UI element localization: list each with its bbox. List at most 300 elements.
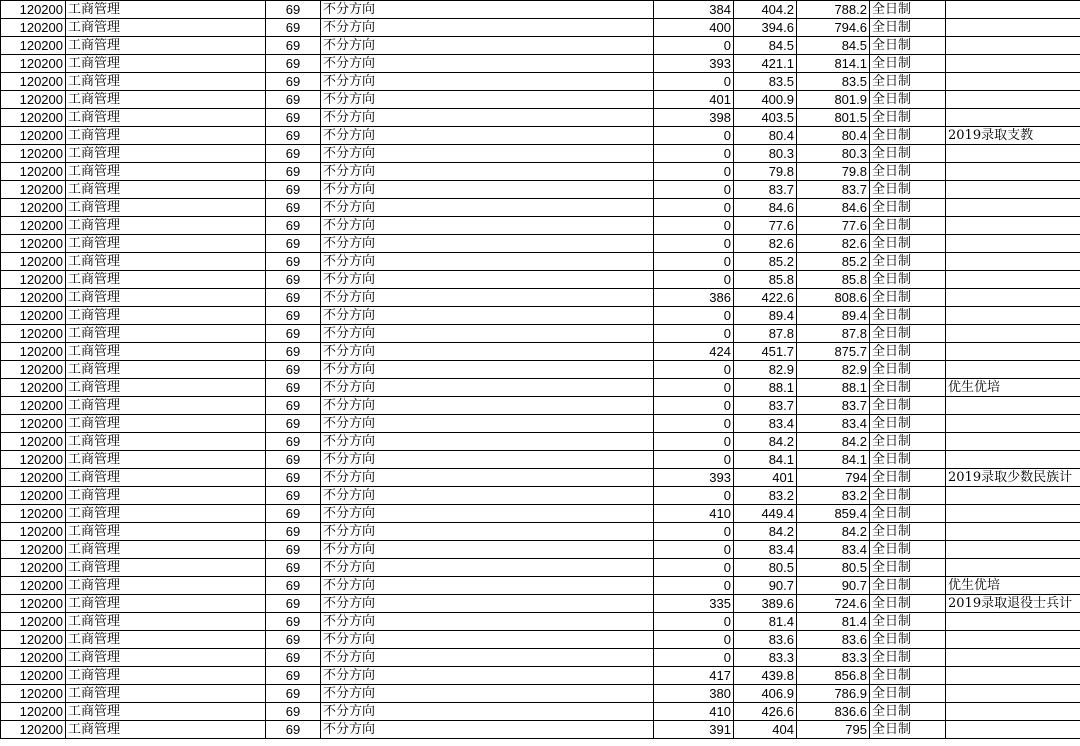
prelim-score-cell: 386	[654, 289, 734, 307]
major-cell: 工商管理	[66, 199, 266, 217]
code-cell: 120200	[1, 613, 66, 631]
major-cell: 工商管理	[66, 703, 266, 721]
study-mode-cell: 全日制	[870, 595, 946, 613]
plan-number-cell: 69	[266, 325, 321, 343]
major-cell: 工商管理	[66, 271, 266, 289]
retest-score-cell: 451.7	[734, 343, 797, 361]
direction-cell: 不分方向	[321, 289, 654, 307]
plan-number-cell: 69	[266, 289, 321, 307]
table-row	[1, 523, 1080, 541]
major-cell: 工商管理	[66, 163, 266, 181]
table-row	[1, 433, 1080, 451]
code-cell: 120200	[1, 433, 66, 451]
study-mode-cell: 全日制	[870, 253, 946, 271]
note-cell	[946, 199, 1080, 217]
retest-score-cell: 85.8	[734, 271, 797, 289]
note-cell	[946, 1, 1080, 19]
study-mode-cell: 全日制	[870, 361, 946, 379]
total-score-cell: 80.5	[797, 559, 870, 577]
table-row	[1, 217, 1080, 235]
prelim-score-cell: 0	[654, 271, 734, 289]
major-cell: 工商管理	[66, 217, 266, 235]
prelim-score-cell: 0	[654, 37, 734, 55]
direction-cell: 不分方向	[321, 1, 654, 19]
note-cell	[946, 181, 1080, 199]
retest-score-cell: 389.6	[734, 595, 797, 613]
total-score-cell: 875.7	[797, 343, 870, 361]
study-mode-cell: 全日制	[870, 37, 946, 55]
plan-number-cell: 69	[266, 55, 321, 73]
retest-score-cell: 85.2	[734, 253, 797, 271]
note-cell	[946, 703, 1080, 721]
direction-cell: 不分方向	[321, 487, 654, 505]
plan-number-cell: 69	[266, 235, 321, 253]
total-score-cell: 83.4	[797, 415, 870, 433]
retest-score-cell: 77.6	[734, 217, 797, 235]
prelim-score-cell: 0	[654, 361, 734, 379]
code-cell: 120200	[1, 73, 66, 91]
code-cell: 120200	[1, 325, 66, 343]
code-cell: 120200	[1, 343, 66, 361]
direction-cell: 不分方向	[321, 397, 654, 415]
prelim-score-cell: 0	[654, 253, 734, 271]
retest-score-cell: 403.5	[734, 109, 797, 127]
major-cell: 工商管理	[66, 235, 266, 253]
code-cell: 120200	[1, 127, 66, 145]
major-cell: 工商管理	[66, 649, 266, 667]
plan-number-cell: 69	[266, 541, 321, 559]
note-cell	[946, 505, 1080, 523]
note-cell	[946, 613, 1080, 631]
total-score-cell: 90.7	[797, 577, 870, 595]
plan-number-cell: 69	[266, 559, 321, 577]
study-mode-cell: 全日制	[870, 397, 946, 415]
total-score-cell: 794	[797, 469, 870, 487]
prelim-score-cell: 0	[654, 325, 734, 343]
total-score-cell: 84.6	[797, 199, 870, 217]
code-cell: 120200	[1, 1, 66, 19]
prelim-score-cell: 424	[654, 343, 734, 361]
plan-number-cell: 69	[266, 469, 321, 487]
study-mode-cell: 全日制	[870, 505, 946, 523]
table-row	[1, 253, 1080, 271]
study-mode-cell: 全日制	[870, 235, 946, 253]
retest-score-cell: 88.1	[734, 379, 797, 397]
direction-cell: 不分方向	[321, 235, 654, 253]
table-row	[1, 307, 1080, 325]
note-cell	[946, 271, 1080, 289]
note-cell: 优生优培	[946, 577, 1080, 595]
code-cell: 120200	[1, 199, 66, 217]
plan-number-cell: 69	[266, 433, 321, 451]
total-score-cell: 84.2	[797, 523, 870, 541]
code-cell: 120200	[1, 469, 66, 487]
plan-number-cell: 69	[266, 667, 321, 685]
study-mode-cell: 全日制	[870, 433, 946, 451]
study-mode-cell: 全日制	[870, 73, 946, 91]
code-cell: 120200	[1, 559, 66, 577]
prelim-score-cell: 0	[654, 307, 734, 325]
table-row	[1, 559, 1080, 577]
retest-score-cell: 80.3	[734, 145, 797, 163]
plan-number-cell: 69	[266, 217, 321, 235]
note-cell	[946, 163, 1080, 181]
note-cell	[946, 559, 1080, 577]
total-score-cell: 814.1	[797, 55, 870, 73]
total-score-cell: 788.2	[797, 1, 870, 19]
retest-score-cell: 426.6	[734, 703, 797, 721]
retest-score-cell: 83.5	[734, 73, 797, 91]
prelim-score-cell: 398	[654, 109, 734, 127]
study-mode-cell: 全日制	[870, 487, 946, 505]
total-score-cell: 84.2	[797, 433, 870, 451]
major-cell: 工商管理	[66, 325, 266, 343]
prelim-score-cell: 0	[654, 73, 734, 91]
direction-cell: 不分方向	[321, 379, 654, 397]
code-cell: 120200	[1, 361, 66, 379]
code-cell: 120200	[1, 19, 66, 37]
retest-score-cell: 87.8	[734, 325, 797, 343]
plan-number-cell: 69	[266, 523, 321, 541]
table-row	[1, 631, 1080, 649]
code-cell: 120200	[1, 181, 66, 199]
total-score-cell: 856.8	[797, 667, 870, 685]
direction-cell: 不分方向	[321, 451, 654, 469]
code-cell: 120200	[1, 505, 66, 523]
direction-cell: 不分方向	[321, 325, 654, 343]
note-cell	[946, 73, 1080, 91]
table-row	[1, 289, 1080, 307]
retest-score-cell: 84.2	[734, 433, 797, 451]
retest-score-cell: 84.2	[734, 523, 797, 541]
prelim-score-cell: 380	[654, 685, 734, 703]
plan-number-cell: 69	[266, 73, 321, 91]
retest-score-cell: 439.8	[734, 667, 797, 685]
major-cell: 工商管理	[66, 667, 266, 685]
study-mode-cell: 全日制	[870, 55, 946, 73]
direction-cell: 不分方向	[321, 91, 654, 109]
major-cell: 工商管理	[66, 523, 266, 541]
note-cell	[946, 667, 1080, 685]
major-cell: 工商管理	[66, 505, 266, 523]
major-cell: 工商管理	[66, 55, 266, 73]
major-cell: 工商管理	[66, 613, 266, 631]
retest-score-cell: 83.7	[734, 397, 797, 415]
plan-number-cell: 69	[266, 199, 321, 217]
prelim-score-cell: 0	[654, 541, 734, 559]
major-cell: 工商管理	[66, 631, 266, 649]
prelim-score-cell: 0	[654, 379, 734, 397]
code-cell: 120200	[1, 37, 66, 55]
direction-cell: 不分方向	[321, 271, 654, 289]
code-cell: 120200	[1, 55, 66, 73]
retest-score-cell: 406.9	[734, 685, 797, 703]
code-cell: 120200	[1, 541, 66, 559]
prelim-score-cell: 0	[654, 235, 734, 253]
note-cell	[946, 145, 1080, 163]
major-cell: 工商管理	[66, 145, 266, 163]
retest-score-cell: 84.1	[734, 451, 797, 469]
total-score-cell: 87.8	[797, 325, 870, 343]
table-row	[1, 613, 1080, 631]
study-mode-cell: 全日制	[870, 307, 946, 325]
study-mode-cell: 全日制	[870, 19, 946, 37]
note-cell	[946, 361, 1080, 379]
retest-score-cell: 422.6	[734, 289, 797, 307]
study-mode-cell: 全日制	[870, 667, 946, 685]
prelim-score-cell: 391	[654, 721, 734, 739]
note-cell	[946, 235, 1080, 253]
study-mode-cell: 全日制	[870, 451, 946, 469]
note-cell	[946, 451, 1080, 469]
study-mode-cell: 全日制	[870, 343, 946, 361]
direction-cell: 不分方向	[321, 217, 654, 235]
major-cell: 工商管理	[66, 307, 266, 325]
study-mode-cell: 全日制	[870, 325, 946, 343]
direction-cell: 不分方向	[321, 667, 654, 685]
plan-number-cell: 69	[266, 451, 321, 469]
retest-score-cell: 404	[734, 721, 797, 739]
total-score-cell: 83.4	[797, 541, 870, 559]
major-cell: 工商管理	[66, 379, 266, 397]
retest-score-cell: 83.4	[734, 541, 797, 559]
plan-number-cell: 69	[266, 613, 321, 631]
total-score-cell: 859.4	[797, 505, 870, 523]
plan-number-cell: 69	[266, 577, 321, 595]
major-cell: 工商管理	[66, 685, 266, 703]
prelim-score-cell: 0	[654, 649, 734, 667]
major-cell: 工商管理	[66, 541, 266, 559]
prelim-score-cell: 0	[654, 145, 734, 163]
major-cell: 工商管理	[66, 37, 266, 55]
note-cell	[946, 37, 1080, 55]
prelim-score-cell: 0	[654, 613, 734, 631]
table-row	[1, 469, 1080, 487]
code-cell: 120200	[1, 379, 66, 397]
major-cell: 工商管理	[66, 1, 266, 19]
table-row	[1, 73, 1080, 91]
direction-cell: 不分方向	[321, 577, 654, 595]
table-row	[1, 595, 1080, 613]
table-row	[1, 667, 1080, 685]
study-mode-cell: 全日制	[870, 271, 946, 289]
retest-score-cell: 84.6	[734, 199, 797, 217]
total-score-cell: 786.9	[797, 685, 870, 703]
table-row	[1, 199, 1080, 217]
plan-number-cell: 69	[266, 1, 321, 19]
retest-score-cell: 89.4	[734, 307, 797, 325]
plan-number-cell: 69	[266, 361, 321, 379]
plan-number-cell: 69	[266, 127, 321, 145]
note-cell	[946, 307, 1080, 325]
total-score-cell: 724.6	[797, 595, 870, 613]
retest-score-cell: 82.9	[734, 361, 797, 379]
note-cell	[946, 523, 1080, 541]
major-cell: 工商管理	[66, 109, 266, 127]
table-row	[1, 685, 1080, 703]
major-cell: 工商管理	[66, 469, 266, 487]
major-cell: 工商管理	[66, 595, 266, 613]
prelim-score-cell: 400	[654, 19, 734, 37]
retest-score-cell: 83.7	[734, 181, 797, 199]
code-cell: 120200	[1, 271, 66, 289]
direction-cell: 不分方向	[321, 631, 654, 649]
table-row	[1, 109, 1080, 127]
plan-number-cell: 69	[266, 703, 321, 721]
code-cell: 120200	[1, 649, 66, 667]
plan-number-cell: 69	[266, 271, 321, 289]
retest-score-cell: 83.2	[734, 487, 797, 505]
table-row	[1, 703, 1080, 721]
prelim-score-cell: 0	[654, 397, 734, 415]
plan-number-cell: 69	[266, 37, 321, 55]
prelim-score-cell: 0	[654, 181, 734, 199]
prelim-score-cell: 410	[654, 505, 734, 523]
code-cell: 120200	[1, 523, 66, 541]
table-row	[1, 649, 1080, 667]
prelim-score-cell: 0	[654, 631, 734, 649]
note-cell: 2019录取支教	[946, 127, 1080, 145]
total-score-cell: 80.3	[797, 145, 870, 163]
direction-cell: 不分方向	[321, 127, 654, 145]
major-cell: 工商管理	[66, 451, 266, 469]
total-score-cell: 808.6	[797, 289, 870, 307]
note-cell	[946, 721, 1080, 739]
table-body	[1, 1, 1080, 739]
note-cell: 2019录取退役士兵计	[946, 595, 1080, 613]
retest-score-cell: 80.5	[734, 559, 797, 577]
table-row	[1, 127, 1080, 145]
prelim-score-cell: 0	[654, 199, 734, 217]
study-mode-cell: 全日制	[870, 415, 946, 433]
plan-number-cell: 69	[266, 721, 321, 739]
code-cell: 120200	[1, 235, 66, 253]
table-row	[1, 163, 1080, 181]
retest-score-cell: 421.1	[734, 55, 797, 73]
table-row	[1, 451, 1080, 469]
major-cell: 工商管理	[66, 181, 266, 199]
code-cell: 120200	[1, 577, 66, 595]
direction-cell: 不分方向	[321, 181, 654, 199]
total-score-cell: 82.6	[797, 235, 870, 253]
direction-cell: 不分方向	[321, 685, 654, 703]
plan-number-cell: 69	[266, 685, 321, 703]
retest-score-cell: 83.3	[734, 649, 797, 667]
total-score-cell: 85.2	[797, 253, 870, 271]
prelim-score-cell: 0	[654, 127, 734, 145]
plan-number-cell: 69	[266, 145, 321, 163]
code-cell: 120200	[1, 631, 66, 649]
major-cell: 工商管理	[66, 343, 266, 361]
retest-score-cell: 401	[734, 469, 797, 487]
retest-score-cell: 79.8	[734, 163, 797, 181]
plan-number-cell: 69	[266, 397, 321, 415]
total-score-cell: 84.1	[797, 451, 870, 469]
retest-score-cell: 90.7	[734, 577, 797, 595]
major-cell: 工商管理	[66, 253, 266, 271]
plan-number-cell: 69	[266, 109, 321, 127]
total-score-cell: 77.6	[797, 217, 870, 235]
total-score-cell: 85.8	[797, 271, 870, 289]
table-row	[1, 181, 1080, 199]
retest-score-cell: 404.2	[734, 1, 797, 19]
table-row	[1, 55, 1080, 73]
study-mode-cell: 全日制	[870, 685, 946, 703]
study-mode-cell: 全日制	[870, 631, 946, 649]
prelim-score-cell: 0	[654, 163, 734, 181]
total-score-cell: 801.5	[797, 109, 870, 127]
table-row	[1, 1, 1080, 19]
code-cell: 120200	[1, 145, 66, 163]
prelim-score-cell: 0	[654, 415, 734, 433]
table-row	[1, 343, 1080, 361]
prelim-score-cell: 417	[654, 667, 734, 685]
total-score-cell: 801.9	[797, 91, 870, 109]
study-mode-cell: 全日制	[870, 649, 946, 667]
study-mode-cell: 全日制	[870, 703, 946, 721]
retest-score-cell: 449.4	[734, 505, 797, 523]
study-mode-cell: 全日制	[870, 109, 946, 127]
total-score-cell: 79.8	[797, 163, 870, 181]
study-mode-cell: 全日制	[870, 379, 946, 397]
code-cell: 120200	[1, 595, 66, 613]
total-score-cell: 795	[797, 721, 870, 739]
total-score-cell: 794.6	[797, 19, 870, 37]
prelim-score-cell: 393	[654, 469, 734, 487]
note-cell	[946, 631, 1080, 649]
major-cell: 工商管理	[66, 577, 266, 595]
direction-cell: 不分方向	[321, 73, 654, 91]
plan-number-cell: 69	[266, 307, 321, 325]
direction-cell: 不分方向	[321, 163, 654, 181]
direction-cell: 不分方向	[321, 505, 654, 523]
major-cell: 工商管理	[66, 361, 266, 379]
code-cell: 120200	[1, 703, 66, 721]
prelim-score-cell: 0	[654, 523, 734, 541]
note-cell	[946, 343, 1080, 361]
plan-number-cell: 69	[266, 91, 321, 109]
note-cell: 优生优培	[946, 379, 1080, 397]
table-row	[1, 721, 1080, 739]
code-cell: 120200	[1, 667, 66, 685]
study-mode-cell: 全日制	[870, 613, 946, 631]
plan-number-cell: 69	[266, 163, 321, 181]
study-mode-cell: 全日制	[870, 559, 946, 577]
major-cell: 工商管理	[66, 73, 266, 91]
plan-number-cell: 69	[266, 631, 321, 649]
note-cell	[946, 487, 1080, 505]
plan-number-cell: 69	[266, 181, 321, 199]
table-row	[1, 577, 1080, 595]
direction-cell: 不分方向	[321, 109, 654, 127]
table-row	[1, 235, 1080, 253]
retest-score-cell: 394.6	[734, 19, 797, 37]
plan-number-cell: 69	[266, 19, 321, 37]
direction-cell: 不分方向	[321, 343, 654, 361]
table-row	[1, 91, 1080, 109]
study-mode-cell: 全日制	[870, 577, 946, 595]
study-mode-cell: 全日制	[870, 289, 946, 307]
major-cell: 工商管理	[66, 397, 266, 415]
study-mode-cell: 全日制	[870, 217, 946, 235]
table-row	[1, 505, 1080, 523]
major-cell: 工商管理	[66, 19, 266, 37]
retest-score-cell: 80.4	[734, 127, 797, 145]
code-cell: 120200	[1, 289, 66, 307]
table-row	[1, 271, 1080, 289]
direction-cell: 不分方向	[321, 613, 654, 631]
retest-score-cell: 81.4	[734, 613, 797, 631]
